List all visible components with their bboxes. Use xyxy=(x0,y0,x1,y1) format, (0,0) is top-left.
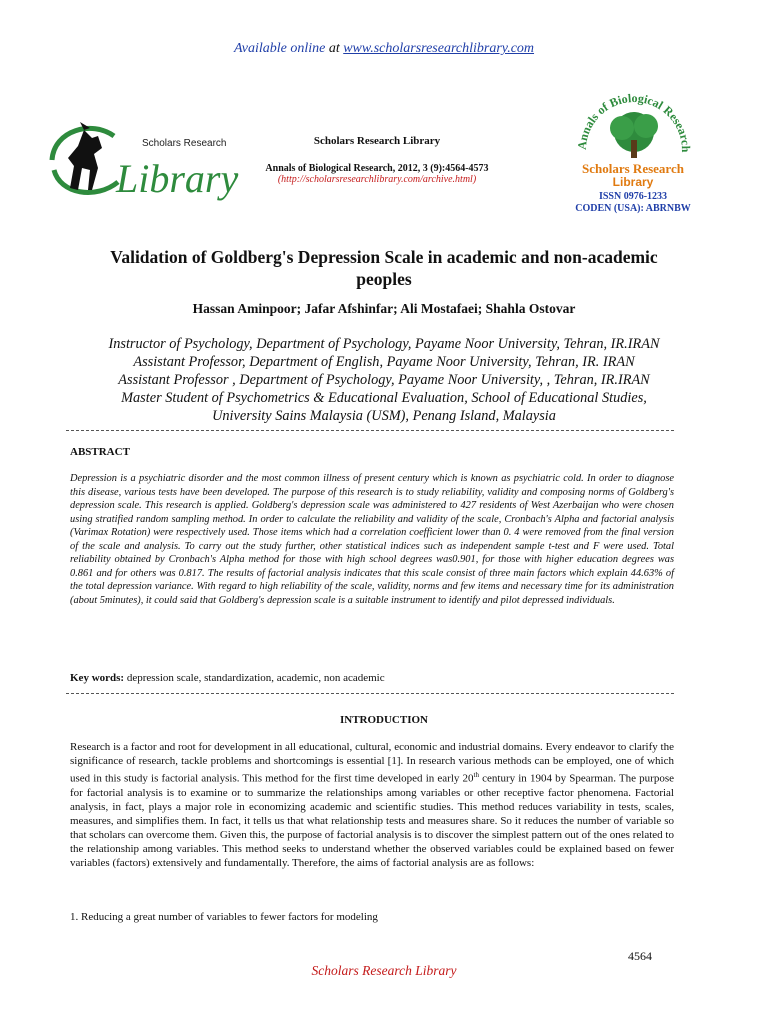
affiliation-line: Master Student of Psychometrics & Educational Evaluation, School of Educational Studies, xyxy=(121,390,647,406)
intro-superscript: th xyxy=(473,771,479,779)
journal-citation: Annals of Biological Research, 2012, 3 (9):4564-4573 xyxy=(265,163,489,174)
author-list: Hassan Aminpoor; Jafar Afshinfar; Ali Mostafaei; Shahla Ostovar xyxy=(192,301,576,316)
scholars-research-library-logo xyxy=(44,108,249,208)
intro-text-part-1: Research is a factor and root for development in all educational, cultural, economic and industrial domains. Every endeavor to clarify the significance of research, tackle problems and shortcomings is essential [1]. In research various methods can be employed, one of which used in this study is factorial analysis. This method for the first time developed in early 20 xyxy=(70,741,674,785)
left-logo-caption-1: Scholars Research xyxy=(142,138,227,149)
footer-publisher: Scholars Research Library xyxy=(311,963,457,978)
abstract-text: Depression is a psychiatric disorder and the most common illness of present century which is known as psychiatric cold. In order to diagnose this disease, various tests have been developed. The purpose of this research is to study reliability, validity and composing norms of Goldberg's depression scale. This research is applied. Goldberg's depression scale was administered to 427 residents of West Azerbaijan who were chosen using stratified random sampling method. In order to calculate the reliability and validity of the scale, Cronbach's Alpha and factorial analysis (Varimax Rotation) were respectively used. Those items which had a correlation coefficient lower than 0. 4 were removed from the final version of the scale and analysis. To carry out the study further, other statistical indices such as independent sample t-test and F were used. Total reliability obtained by Cronbach's Alpha method for those with high school degrees was0.901, for those with higher education degrees was 0.861 and for others was 0.817. The results of factorial analysis indicates that this scale consist of three main factors which explain 44.63% of the total depression variance. With regard to high reliability of the scale, validity, norms and few items and necessary time for its administration (about 5minutes), it could said that Goldberg's depression scale is a suitable instrument to identify and pilot depressed individuals. xyxy=(70,473,674,606)
introduction-heading: INTRODUCTION xyxy=(339,714,428,726)
affiliation-line: Assistant Professor, Department of English, Payame Noor University, Tehran, IR. IRAN xyxy=(133,354,635,370)
intro-text-part-2: century in 1904 by Spearman. The purpose for factorial analysis is to examine or to summarize the relationships among variables or other receptive factor phenomena. Factorial analysis, in fact, plays a major role in economizing academic and scientific studies. This method reduces variability in tests, scales, measures, and simplifies them. In fact, it tells us that what relationship tests and measures share. So it reduces the number of variable so that scholars can overcome them. Given this, the purpose of factorial analysis is to discover the simplest pattern out of the ones related to the relationship among variables. This method seeks to understand whether the observed variables could be explained based on fewer variables (factors) extensively and fundamentally. Therefore, the aims of factorial analysis are as follows: xyxy=(70,772,674,869)
keywords-text: depression scale, standardization, academic, non academic xyxy=(124,672,385,684)
journal-header xyxy=(262,135,492,185)
left-logo-caption-2: Library xyxy=(116,156,239,201)
publisher-name: Scholars Research Library xyxy=(313,135,441,147)
keywords-label: Key words: xyxy=(70,672,125,684)
affiliations xyxy=(60,335,708,425)
paper-title xyxy=(70,246,698,290)
list-item: 1. Reducing a great number of variables to fewer factors for modeling xyxy=(70,911,378,923)
journal-site-link[interactable]: www.scholarsresearchlibrary.com xyxy=(343,41,535,56)
affiliation-line: Assistant Professor , Department of Psychology, Payame Noor University, , Tehran, IR.IRAN xyxy=(118,372,650,388)
right-logo-arc-text: Annals of Biological Research xyxy=(574,90,694,153)
section-divider xyxy=(66,430,674,431)
keywords xyxy=(70,672,674,684)
right-logo-name-2: Library xyxy=(612,175,654,189)
tree-seal-icon xyxy=(566,80,700,218)
available-online-text: Available online xyxy=(233,41,326,56)
paper-title-line-2: peoples xyxy=(356,269,412,289)
page-number: 4564 xyxy=(628,949,652,963)
annals-biological-research-logo xyxy=(566,80,700,218)
right-logo-name-1: Scholars Research xyxy=(582,161,684,176)
affiliation-line: University Sains Malaysia (USM), Penang Island, Malaysia xyxy=(212,408,556,424)
horse-emblem-icon xyxy=(44,108,249,208)
archive-url[interactable]: (http://scholarsresearchlibrary.com/archive.html) xyxy=(277,174,477,185)
coden-text: CODEN (USA): ABRNBW xyxy=(575,203,691,214)
available-at-text: at xyxy=(328,41,340,56)
abstract-heading: ABSTRACT xyxy=(70,446,130,458)
section-divider xyxy=(66,693,674,694)
available-online-line xyxy=(0,41,768,57)
paper-title-line-1: Validation of Goldberg's Depression Scale in academic and non-academic xyxy=(110,247,658,267)
affiliation-line: Instructor of Psychology, Department of Psychology, Payame Noor University, Tehran, IR.IRAN xyxy=(108,336,660,352)
introduction-paragraph xyxy=(70,740,674,870)
issn-text: ISSN 0976-1233 xyxy=(598,191,668,202)
